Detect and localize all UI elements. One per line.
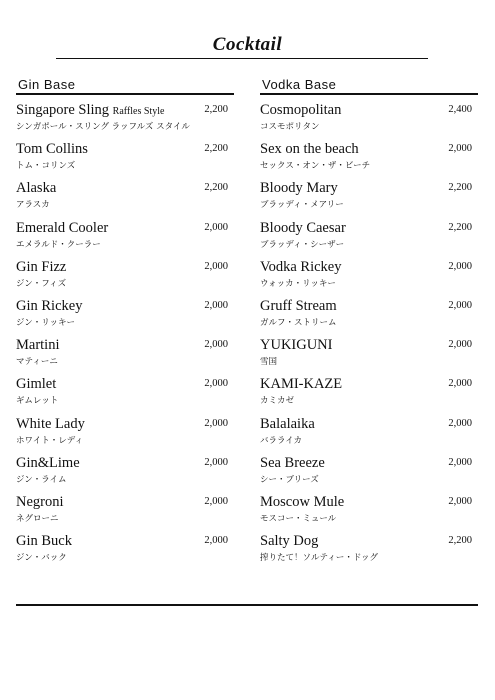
drink-name-japanese: モスコー・ミュール xyxy=(260,513,337,524)
title-underline xyxy=(56,58,428,59)
drink-name-japanese: カミカゼ xyxy=(260,396,295,407)
drink-price: 2,000 xyxy=(204,417,228,429)
drink-name-text: Emerald Cooler xyxy=(16,219,109,236)
drink-name xyxy=(16,298,82,315)
drink-name xyxy=(16,259,66,276)
drink-price: 2,000 xyxy=(448,417,472,429)
drink-name-japanese: コスモポリタン xyxy=(260,122,320,132)
drink-name-text: White Lady xyxy=(16,415,85,432)
drink-price: 2,000 xyxy=(448,339,472,351)
drink-name-japanese: シンガポール・スリング ラッフルズ スタイル xyxy=(16,122,190,132)
drink-name-text: Singapore Sling xyxy=(16,102,110,118)
drink-name xyxy=(16,533,72,550)
drink-name-japanese: 搾りたて！ソルティー・ドッグ xyxy=(260,553,378,564)
drink-name-text: Bloody Caesar xyxy=(260,219,346,236)
menu-item xyxy=(260,373,480,412)
drink-price: 2,000 xyxy=(448,143,472,155)
menu-item xyxy=(16,99,236,138)
drink-price: 2,000 xyxy=(204,299,228,311)
drink-name xyxy=(260,376,342,393)
menu-item xyxy=(16,413,236,452)
drink-name-japanese: ジン・フィズ xyxy=(16,278,67,289)
drink-name-text: Moscow Mule xyxy=(260,493,345,510)
vodka-base-heading: Vodka Base xyxy=(262,77,337,92)
drink-name-japanese: ブラッディ・シーザー xyxy=(260,239,345,250)
menu-item xyxy=(16,138,236,177)
drink-name-text: Balalaika xyxy=(260,415,315,432)
drink-price: 2,200 xyxy=(204,143,228,155)
drink-price: 2,200 xyxy=(204,182,228,194)
drink-name xyxy=(260,259,342,276)
drink-name-text: Cosmopolitan xyxy=(260,102,342,118)
drink-price: 2,000 xyxy=(204,260,228,272)
drink-name-text: Salty Dog xyxy=(260,533,319,550)
gin-base-divider xyxy=(16,93,234,95)
drink-price: 2,000 xyxy=(204,456,228,468)
menu-item xyxy=(260,491,480,530)
drink-name-japanese: ジン・バック xyxy=(16,553,67,564)
menu-item xyxy=(260,413,480,452)
drink-name-text: KAMI-KAZE xyxy=(260,376,343,393)
drink-price: 2,200 xyxy=(448,221,472,233)
menu-item xyxy=(16,530,236,569)
menu-item xyxy=(16,295,236,334)
drink-name-text: YUKIGUNI xyxy=(260,337,333,354)
drink-name xyxy=(16,416,85,433)
drink-price: 2,000 xyxy=(448,378,472,390)
drink-price: 2,000 xyxy=(448,260,472,272)
menu-item xyxy=(260,334,480,373)
drink-price: 2,000 xyxy=(204,221,228,233)
drink-price: 2,000 xyxy=(448,299,472,311)
drink-name-text: Gruff Stream xyxy=(260,297,337,314)
menu-item xyxy=(16,217,236,256)
drink-name xyxy=(260,220,346,237)
menu-item xyxy=(260,295,480,334)
drink-name-japanese: マティーニ xyxy=(16,357,58,368)
drink-name-text: Tom Collins xyxy=(16,141,88,158)
vodka-base-list xyxy=(260,99,480,569)
drink-style: Raffles Style xyxy=(112,106,165,117)
drink-name xyxy=(260,533,318,550)
drink-name-japanese: シー・ブリーズ xyxy=(260,474,319,485)
drink-name xyxy=(16,180,56,197)
drink-name-japanese: ガルフ・ストリーム xyxy=(260,317,337,328)
drink-price: 2,000 xyxy=(204,378,228,390)
drink-name-japanese: ホワイト・レディ xyxy=(16,435,84,446)
drink-price: 2,000 xyxy=(448,495,472,507)
drink-name xyxy=(16,220,108,237)
drink-name xyxy=(260,298,337,315)
menu-item xyxy=(16,491,236,530)
drink-name-text: Negroni xyxy=(16,493,64,510)
drink-name-japanese: トム・コリンズ xyxy=(16,161,76,172)
drink-name-text: Sex on the beach xyxy=(260,141,359,158)
menu-item xyxy=(260,452,480,491)
menu-item xyxy=(260,177,480,216)
menu-item xyxy=(260,99,480,138)
drink-name-text: Sea Breeze xyxy=(260,454,325,471)
drink-name-japanese: バラライカ xyxy=(260,435,302,446)
drink-name-text: Martini xyxy=(16,337,60,354)
menu-item xyxy=(16,452,236,491)
drink-name-japanese: ジン・リッキー xyxy=(16,317,75,328)
drink-name xyxy=(16,337,60,354)
bottom-divider xyxy=(16,604,478,606)
vodka-base-divider xyxy=(260,93,478,95)
drink-name-text: Gin Fizz xyxy=(16,258,67,275)
gin-base-list xyxy=(16,99,236,569)
drink-name-japanese: 雪国 xyxy=(260,357,278,368)
drink-name-japanese: セックス・オン・ザ・ビーチ xyxy=(260,161,371,172)
drink-name-text: Alaska xyxy=(16,180,57,197)
menu-item xyxy=(260,138,480,177)
drink-name-text: Bloody Mary xyxy=(260,180,338,197)
menu-item xyxy=(260,530,480,569)
menu-item xyxy=(16,177,236,216)
drink-name xyxy=(260,102,341,119)
drink-name xyxy=(260,494,344,511)
drink-name xyxy=(16,141,88,158)
drink-price: 2,000 xyxy=(448,456,472,468)
drink-name-japanese: ブラッディ・メアリー xyxy=(260,200,344,211)
drink-price: 2,000 xyxy=(204,339,228,351)
menu-item xyxy=(260,217,480,256)
drink-price: 2,000 xyxy=(204,535,228,547)
drink-name xyxy=(16,102,164,119)
menu-item xyxy=(16,256,236,295)
drink-name-text: Gimlet xyxy=(16,376,57,393)
drink-name xyxy=(16,494,64,511)
menu-item xyxy=(16,334,236,373)
drink-name-text: Gin&Lime xyxy=(16,454,80,471)
drink-name-japanese: ジン・ライム xyxy=(16,474,67,485)
drink-price: 2,200 xyxy=(204,104,228,115)
drink-price: 2,400 xyxy=(448,104,472,115)
drink-name xyxy=(260,337,333,354)
menu-title: Cocktail xyxy=(212,34,283,55)
gin-base-column xyxy=(16,77,236,569)
drink-name-text: Vodka Rickey xyxy=(260,258,342,275)
drink-price: 2,200 xyxy=(448,182,472,194)
gin-base-heading: Gin Base xyxy=(18,77,76,92)
drink-price: 2,200 xyxy=(448,535,472,547)
drink-name xyxy=(260,455,325,472)
menu-item xyxy=(260,256,480,295)
drink-name-japanese: ネグローニ xyxy=(16,513,59,524)
drink-name-japanese: エメラルド・クーラー xyxy=(16,239,101,250)
drink-price: 2,000 xyxy=(204,495,228,507)
drink-name xyxy=(260,180,338,197)
drink-name-text: Gin Rickey xyxy=(16,297,83,314)
drink-name xyxy=(16,376,56,393)
drink-name-japanese: ウォッカ・リッキー xyxy=(260,278,336,289)
drink-name xyxy=(260,141,359,158)
drink-name xyxy=(260,416,315,433)
drink-name-japanese: アラスカ xyxy=(16,200,50,211)
menu-item xyxy=(16,373,236,412)
drink-name xyxy=(16,455,80,472)
drink-name-japanese: ギムレット xyxy=(16,396,59,407)
vodka-base-column xyxy=(260,77,480,569)
drink-name-text: Gin Buck xyxy=(16,533,72,550)
